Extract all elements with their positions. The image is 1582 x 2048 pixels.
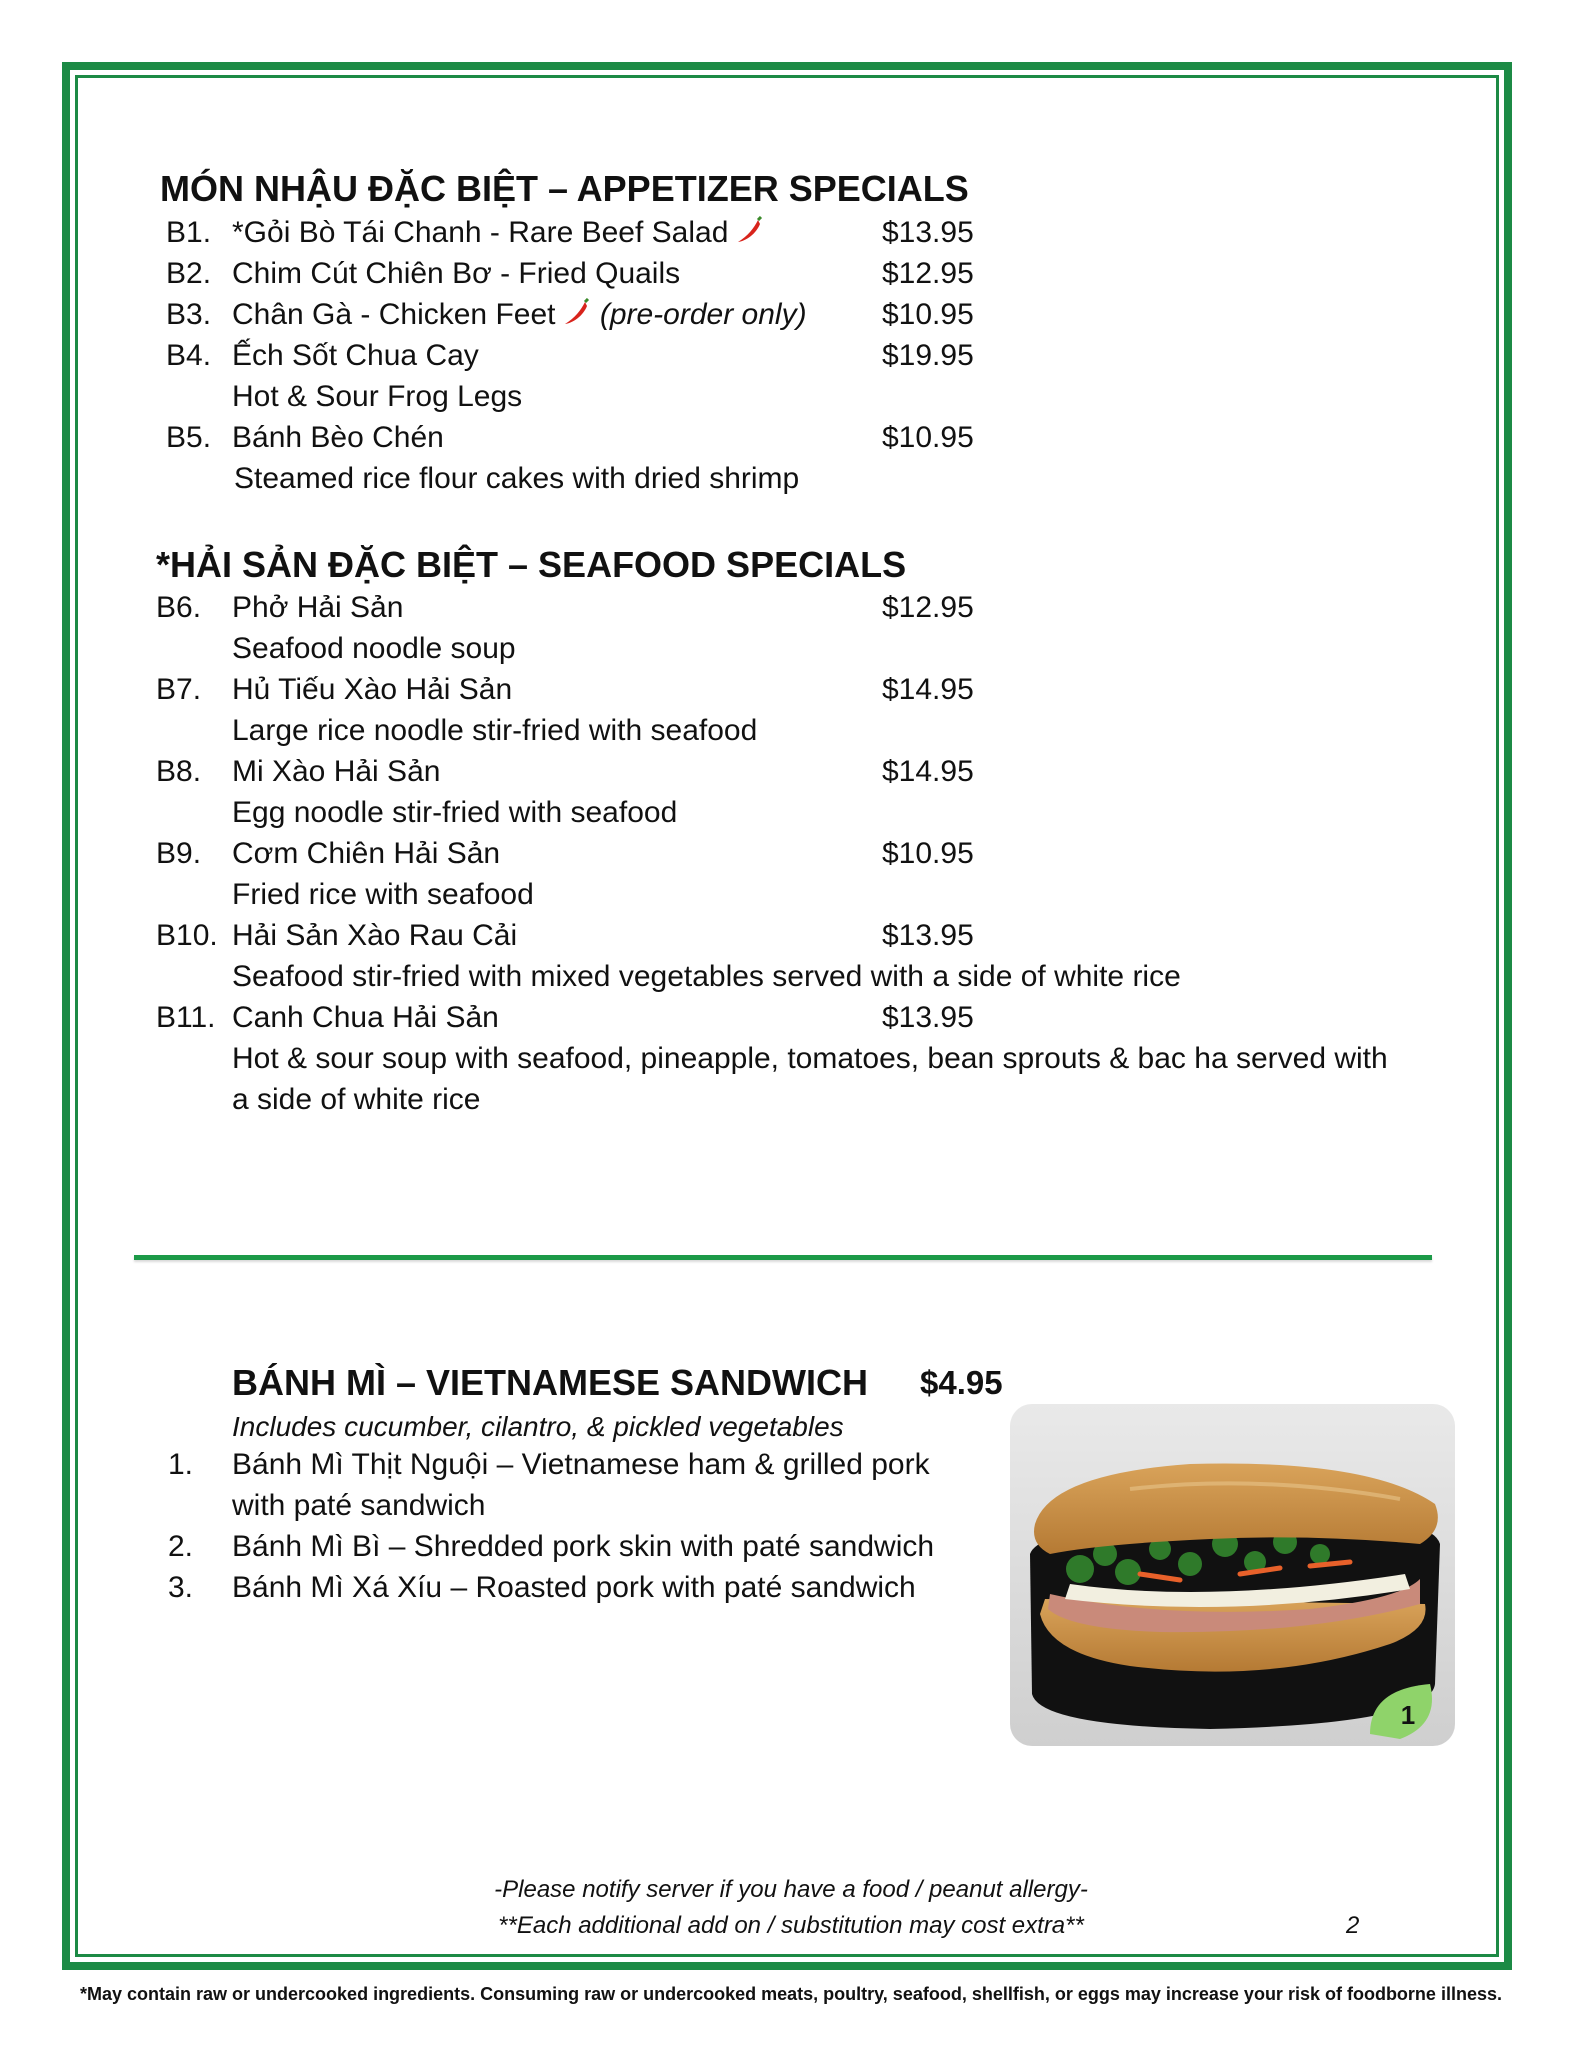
- substitution-notice-text: **Each additional add on / substitution may cost extra**: [498, 1912, 1084, 1939]
- item-name: Ếch Sốt Chua Cay: [232, 339, 479, 372]
- item-code: B8.: [156, 755, 202, 788]
- substitution-notice: [0, 1912, 1582, 1940]
- banhmi-item-number: 3.: [168, 1571, 194, 1604]
- item-name: Hải Sản Xào Rau Cải: [232, 919, 518, 952]
- item-price: $19.95: [882, 339, 974, 372]
- allergy-notice-text: -Please notify server if you have a food / peanut allergy-: [494, 1876, 1088, 1903]
- item-name: Cơm Chiên Hải Sản: [232, 837, 501, 870]
- seafood-section-title: *HẢI SẢN ĐẶC BIỆT – SEAFOOD SPECIALS: [156, 544, 907, 585]
- banhmi-photo: [1010, 1404, 1455, 1746]
- item-price: $10.95: [882, 298, 974, 331]
- banhmi-item-number: 1.: [168, 1448, 194, 1481]
- item-description: Egg noodle stir-fried with seafood: [232, 796, 678, 829]
- item-price: $13.95: [882, 216, 974, 249]
- item-code: B7.: [156, 673, 202, 706]
- chili-pepper-icon: [561, 298, 591, 328]
- item-code: B5.: [166, 421, 212, 454]
- item-code: B2.: [166, 257, 212, 290]
- item-price: $13.95: [882, 919, 974, 952]
- item-description: Fried rice with seafood: [232, 878, 534, 911]
- item-code: B11.: [156, 1001, 216, 1034]
- item-name: Bánh Bèo Chén: [232, 421, 444, 454]
- item-price: $12.95: [882, 257, 974, 290]
- item-description: Seafood noodle soup: [232, 632, 516, 665]
- section-divider: [134, 1255, 1432, 1260]
- item-code: B6.: [156, 591, 202, 624]
- item-code: B10.: [156, 919, 218, 952]
- item-note: (pre-order only): [599, 298, 807, 331]
- item-code: B3.: [166, 298, 212, 331]
- allergy-notice: [0, 1876, 1582, 1904]
- banhmi-item-name: Bánh Mì Thịt Nguội – Vietnamese ham & grilled pork: [232, 1448, 930, 1481]
- chili-pepper-icon: [734, 216, 764, 246]
- item-code: B1.: [166, 216, 212, 249]
- item-description-continued: a side of white rice: [232, 1083, 481, 1116]
- item-description: Large rice noodle stir-fried with seafood: [232, 714, 758, 747]
- item-name: Phở Hải Sản: [232, 591, 404, 624]
- item-name: [232, 298, 807, 332]
- item-name-text: Chân Gà - Chicken Feet: [232, 298, 556, 331]
- photo-badge-number: 1: [1400, 1700, 1416, 1730]
- item-code: B9.: [156, 837, 202, 870]
- item-name: Mi Xào Hải Sản: [232, 755, 441, 788]
- item-name: Canh Chua Hải Sản: [232, 1001, 499, 1034]
- banhmi-item-name-continued: with paté sandwich: [232, 1489, 486, 1522]
- item-price: $13.95: [882, 1001, 974, 1034]
- banhmi-subtitle: Includes cucumber, cilantro, & pickled vegetables: [232, 1411, 844, 1442]
- item-description: Steamed rice flour cakes with dried shrimp: [234, 462, 800, 495]
- item-description: Seafood stir-fried with mixed vegetables served with a side of white rice: [232, 960, 1181, 993]
- item-price: $12.95: [882, 591, 974, 624]
- item-name: [232, 216, 764, 250]
- item-name: Chim Cút Chiên Bơ - Fried Quails: [232, 257, 681, 290]
- item-price: $14.95: [882, 755, 974, 788]
- banhmi-item-number: 2.: [168, 1530, 194, 1563]
- banhmi-item-name: Bánh Mì Xá Xíu – Roasted pork with paté sandwich: [232, 1571, 916, 1604]
- item-price: $14.95: [882, 673, 974, 706]
- item-code: B4.: [166, 339, 212, 372]
- item-description: Hot & Sour Frog Legs: [232, 380, 523, 413]
- raw-food-disclaimer: *May contain raw or undercooked ingredients. Consuming raw or undercooked meats, poultry, seafood, shellfish, or eggs may increase your risk of foodborne illness.: [80, 1984, 1502, 2004]
- item-description: Hot & sour soup with seafood, pineapple, tomatoes, bean sprouts & bac ha served with: [232, 1042, 1388, 1075]
- item-price: $10.95: [882, 837, 974, 870]
- banhmi-item-name: Bánh Mì Bì – Shredded pork skin with paté sandwich: [232, 1530, 935, 1563]
- item-name-text: *Gỏi Bò Tái Chanh - Rare Beef Salad: [232, 216, 729, 249]
- appetizer-section-title: MÓN NHẬU ĐẶC BIỆT – APPETIZER SPECIALS: [160, 168, 969, 209]
- banhmi-section-title: BÁNH MÌ – VIETNAMESE SANDWICH: [232, 1362, 869, 1403]
- item-name: Hủ Tiếu Xào Hải Sản: [232, 673, 513, 706]
- banhmi-price: $4.95: [920, 1364, 1003, 1401]
- page-number: 2: [1346, 1912, 1360, 1939]
- item-price: $10.95: [882, 421, 974, 454]
